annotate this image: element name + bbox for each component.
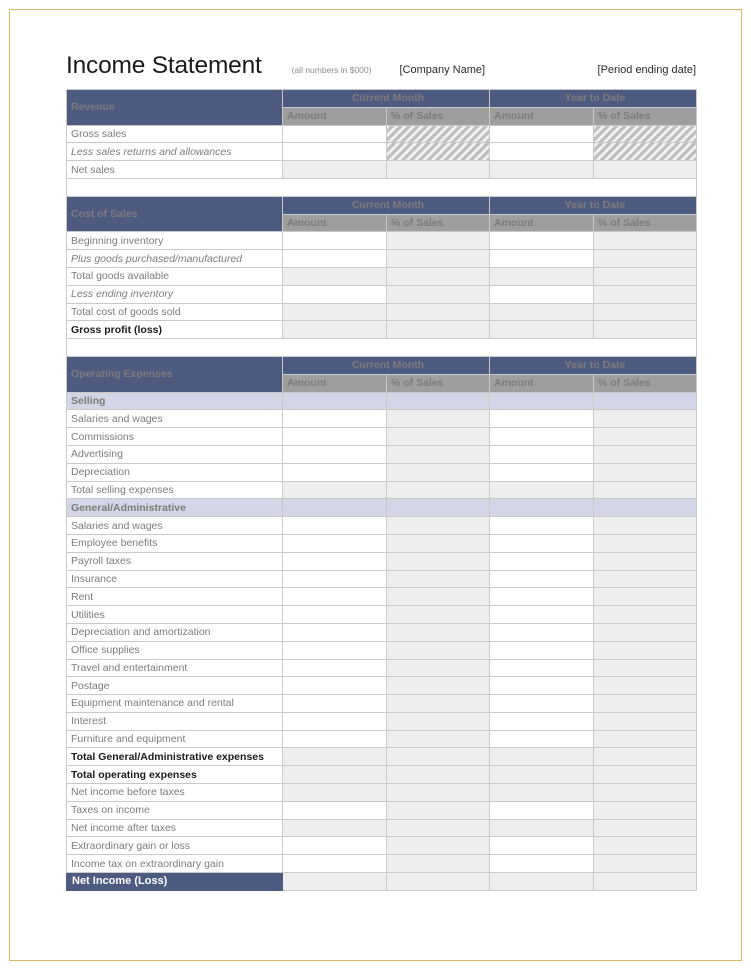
row-label: Total cost of goods sold xyxy=(67,303,283,321)
value-cell-ytd-pct[interactable] xyxy=(594,445,697,463)
value-cell-cm-pct[interactable] xyxy=(387,712,490,730)
value-cell-cm-amount[interactable] xyxy=(283,730,387,748)
row-label: Total General/Administrative expenses xyxy=(67,748,283,766)
value-cell-cm-pct[interactable] xyxy=(387,819,490,837)
value-cell-cm-amount[interactable] xyxy=(283,712,387,730)
value-cell-ytd-amount[interactable] xyxy=(490,623,594,641)
net-income-label: Net Income (Loss) xyxy=(67,873,283,891)
value-cell-cm-amount[interactable] xyxy=(283,303,387,321)
row-label: Less sales returns and allowances xyxy=(67,143,283,161)
value-cell-cm-amount[interactable] xyxy=(283,143,387,161)
table-row xyxy=(67,748,697,766)
value-cell-ytd-amount[interactable] xyxy=(490,677,594,695)
value-cell-ytd-pct[interactable] xyxy=(594,819,697,837)
value-cell-ytd-pct[interactable] xyxy=(594,801,697,819)
value-cell-cm-pct[interactable] xyxy=(387,855,490,873)
row-label: Net sales xyxy=(67,161,283,179)
value-cell-cm-pct[interactable] xyxy=(387,623,490,641)
subgroup-band-general-administrative xyxy=(67,499,697,517)
value-cell-cm-pct[interactable] xyxy=(387,570,490,588)
section-header-row-cost-of-sales xyxy=(67,196,697,214)
value-cell-ytd-amount[interactable] xyxy=(490,232,594,250)
value-cell-cm-amount[interactable] xyxy=(283,748,387,766)
value-cell-ytd-amount[interactable] xyxy=(490,410,594,428)
table-row xyxy=(67,873,697,891)
row-spacer-cell xyxy=(67,178,697,196)
value-cell-ytd-amount[interactable] xyxy=(490,659,594,677)
value-cell-ytd-pct[interactable] xyxy=(594,410,697,428)
value-cell-ytd-amount[interactable] xyxy=(490,250,594,268)
value-cell-cm-amount[interactable] xyxy=(283,695,387,713)
table-row xyxy=(67,161,697,179)
value-cell-ytd-amount[interactable] xyxy=(490,784,594,802)
value-cell-cm-pct[interactable] xyxy=(387,730,490,748)
row-label: Advertising xyxy=(67,445,283,463)
row-label: Salaries and wages xyxy=(67,517,283,535)
value-cell-cm-pct[interactable] xyxy=(387,606,490,624)
row-label: Postage xyxy=(67,677,283,695)
column-header-ytd-amount: Amount xyxy=(490,374,594,392)
section-title-operating-expenses: Operating Expenses xyxy=(67,356,283,392)
value-cell-cm-amount[interactable] xyxy=(283,837,387,855)
value-cell-ytd-pct[interactable] xyxy=(594,303,697,321)
row-label: Total operating expenses xyxy=(67,766,283,784)
value-cell-cm-amount[interactable] xyxy=(283,623,387,641)
value-cell-cm-pct[interactable] xyxy=(387,517,490,535)
value-cell-cm-pct[interactable] xyxy=(387,303,490,321)
column-header-cm-amount: Amount xyxy=(283,107,387,125)
table-row xyxy=(67,534,697,552)
group-header-current-month: Current Month xyxy=(283,196,490,214)
value-cell-ytd-pct[interactable] xyxy=(594,232,697,250)
value-cell-ytd-amount[interactable] xyxy=(490,766,594,784)
value-cell-cm-amount[interactable] xyxy=(283,125,387,143)
income-statement-table xyxy=(66,89,697,891)
column-header-cm-pct: % of Sales xyxy=(387,107,490,125)
value-cell-cm-amount[interactable] xyxy=(283,677,387,695)
value-cell-cm-pct[interactable] xyxy=(387,837,490,855)
row-label: Interest xyxy=(67,712,283,730)
table-row xyxy=(67,143,697,161)
table-row xyxy=(67,784,697,802)
value-cell-ytd-amount[interactable] xyxy=(490,428,594,446)
value-cell-cm-pct[interactable] xyxy=(387,250,490,268)
row-label: Depreciation xyxy=(67,463,283,481)
value-cell-ytd-amount[interactable] xyxy=(490,517,594,535)
value-cell-ytd-amount[interactable] xyxy=(490,303,594,321)
value-cell-cm-amount[interactable] xyxy=(283,570,387,588)
value-cell-ytd-amount[interactable] xyxy=(490,712,594,730)
value-cell-ytd-pct[interactable] xyxy=(594,570,697,588)
value-cell-ytd-pct[interactable] xyxy=(594,606,697,624)
value-cell-ytd-pct[interactable] xyxy=(594,695,697,713)
table-row xyxy=(67,303,697,321)
table-row xyxy=(67,463,697,481)
value-cell-ytd-amount[interactable] xyxy=(490,481,594,499)
table-row xyxy=(67,570,697,588)
row-label: Gross profit (loss) xyxy=(67,321,283,339)
value-cell-ytd-amount[interactable] xyxy=(490,125,594,143)
value-cell-ytd-amount[interactable] xyxy=(490,801,594,819)
value-cell-ytd-pct[interactable] xyxy=(594,855,697,873)
company-name-field[interactable]: [Company Name] xyxy=(399,64,486,76)
value-cell-ytd-amount[interactable] xyxy=(490,445,594,463)
table-row xyxy=(67,552,697,570)
row-label: Office supplies xyxy=(67,641,283,659)
table-row xyxy=(67,428,697,446)
value-cell-cm-pct[interactable] xyxy=(387,588,490,606)
subgroup-band-cell xyxy=(490,499,594,517)
value-cell-ytd-pct[interactable] xyxy=(594,428,697,446)
value-cell-cm-amount[interactable] xyxy=(283,873,387,891)
value-cell-ytd-amount[interactable] xyxy=(490,695,594,713)
table-row xyxy=(67,267,697,285)
value-cell-ytd-amount[interactable] xyxy=(490,143,594,161)
table-row xyxy=(67,232,697,250)
value-cell-ytd-pct[interactable] xyxy=(594,623,697,641)
blocked-cell-ytd-pct xyxy=(594,143,697,161)
row-label: Equipment maintenance and rental xyxy=(67,695,283,713)
value-cell-ytd-pct[interactable] xyxy=(594,481,697,499)
table-row xyxy=(67,695,697,713)
table-row xyxy=(67,250,697,268)
document-header xyxy=(66,52,696,89)
value-cell-ytd-amount[interactable] xyxy=(490,641,594,659)
value-cell-cm-pct[interactable] xyxy=(387,232,490,250)
value-cell-cm-pct[interactable] xyxy=(387,321,490,339)
row-label: Income tax on extraordinary gain xyxy=(67,855,283,873)
table-row xyxy=(67,801,697,819)
subgroup-label-general-administrative: General/Administrative xyxy=(67,499,283,517)
group-header-year-to-date: Year to Date xyxy=(490,196,697,214)
value-cell-ytd-pct[interactable] xyxy=(594,659,697,677)
income-statement-sheet xyxy=(66,52,696,891)
page-title: Income Statement xyxy=(66,52,262,79)
value-cell-cm-amount[interactable] xyxy=(283,321,387,339)
value-cell-cm-pct[interactable] xyxy=(387,445,490,463)
value-cell-cm-pct[interactable] xyxy=(387,552,490,570)
row-spacer xyxy=(67,178,697,196)
value-cell-ytd-pct[interactable] xyxy=(594,534,697,552)
group-header-year-to-date: Year to Date xyxy=(490,90,697,108)
value-cell-ytd-pct[interactable] xyxy=(594,730,697,748)
value-cell-ytd-pct[interactable] xyxy=(594,285,697,303)
column-header-ytd-pct: % of Sales xyxy=(594,374,697,392)
value-cell-cm-pct[interactable] xyxy=(387,801,490,819)
value-cell-ytd-pct[interactable] xyxy=(594,321,697,339)
row-spacer-cell xyxy=(67,339,697,357)
row-label: Net income before taxes xyxy=(67,784,283,802)
table-row xyxy=(67,588,697,606)
value-cell-ytd-amount[interactable] xyxy=(490,267,594,285)
value-cell-ytd-pct[interactable] xyxy=(594,712,697,730)
value-cell-cm-amount[interactable] xyxy=(283,161,387,179)
value-cell-ytd-pct[interactable] xyxy=(594,837,697,855)
value-cell-cm-amount[interactable] xyxy=(283,588,387,606)
value-cell-cm-amount[interactable] xyxy=(283,659,387,677)
value-cell-ytd-amount[interactable] xyxy=(490,855,594,873)
table-row xyxy=(67,641,697,659)
value-cell-cm-amount[interactable] xyxy=(283,534,387,552)
table-row xyxy=(67,819,697,837)
row-label: Beginning inventory xyxy=(67,232,283,250)
table-row xyxy=(67,837,697,855)
value-cell-cm-amount[interactable] xyxy=(283,784,387,802)
value-cell-ytd-amount[interactable] xyxy=(490,819,594,837)
column-header-cm-amount: Amount xyxy=(283,374,387,392)
value-cell-cm-pct[interactable] xyxy=(387,748,490,766)
value-cell-ytd-pct[interactable] xyxy=(594,267,697,285)
value-cell-ytd-pct[interactable] xyxy=(594,748,697,766)
row-label: Commissions xyxy=(67,428,283,446)
value-cell-ytd-amount[interactable] xyxy=(490,748,594,766)
value-cell-cm-amount[interactable] xyxy=(283,552,387,570)
column-header-ytd-amount: Amount xyxy=(490,214,594,232)
value-cell-cm-amount[interactable] xyxy=(283,641,387,659)
table-row xyxy=(67,855,697,873)
value-cell-ytd-pct[interactable] xyxy=(594,677,697,695)
value-cell-ytd-pct[interactable] xyxy=(594,552,697,570)
section-title-cost-of-sales: Cost of Sales xyxy=(67,196,283,232)
group-header-current-month: Current Month xyxy=(283,356,490,374)
row-label: Depreciation and amortization xyxy=(67,623,283,641)
table-row xyxy=(67,445,697,463)
table-row xyxy=(67,517,697,535)
value-cell-cm-pct[interactable] xyxy=(387,873,490,891)
row-label: Total selling expenses xyxy=(67,481,283,499)
value-cell-cm-amount[interactable] xyxy=(283,250,387,268)
value-cell-ytd-amount[interactable] xyxy=(490,321,594,339)
table-row xyxy=(67,677,697,695)
subgroup-band-selling xyxy=(67,392,697,410)
value-cell-cm-pct[interactable] xyxy=(387,784,490,802)
value-cell-cm-pct[interactable] xyxy=(387,766,490,784)
column-header-ytd-pct: % of Sales xyxy=(594,107,697,125)
subgroup-band-cell xyxy=(490,392,594,410)
units-note: (all numbers in $000) xyxy=(291,65,372,75)
value-cell-cm-amount[interactable] xyxy=(283,410,387,428)
subgroup-band-cell xyxy=(283,499,387,517)
table-row xyxy=(67,125,697,143)
value-cell-cm-pct[interactable] xyxy=(387,410,490,428)
section-header-row-revenue xyxy=(67,90,697,108)
period-ending-date-field[interactable]: [Period ending date] xyxy=(597,64,696,76)
value-cell-cm-amount[interactable] xyxy=(283,232,387,250)
row-label: Extraordinary gain or loss xyxy=(67,837,283,855)
row-label: Less ending inventory xyxy=(67,285,283,303)
row-label: Total goods available xyxy=(67,267,283,285)
value-cell-cm-pct[interactable] xyxy=(387,161,490,179)
value-cell-ytd-amount[interactable] xyxy=(490,161,594,179)
row-label: Payroll taxes xyxy=(67,552,283,570)
table-row xyxy=(67,321,697,339)
group-header-current-month: Current Month xyxy=(283,90,490,108)
table-row xyxy=(67,712,697,730)
table-row xyxy=(67,606,697,624)
table-row xyxy=(67,285,697,303)
column-header-ytd-pct: % of Sales xyxy=(594,214,697,232)
value-cell-cm-pct[interactable] xyxy=(387,463,490,481)
value-cell-cm-amount[interactable] xyxy=(283,428,387,446)
value-cell-cm-pct[interactable] xyxy=(387,641,490,659)
value-cell-ytd-amount[interactable] xyxy=(490,873,594,891)
value-cell-cm-amount[interactable] xyxy=(283,267,387,285)
row-label: Utilities xyxy=(67,606,283,624)
value-cell-ytd-pct[interactable] xyxy=(594,873,697,891)
value-cell-cm-pct[interactable] xyxy=(387,695,490,713)
value-cell-cm-amount[interactable] xyxy=(283,766,387,784)
value-cell-cm-pct[interactable] xyxy=(387,481,490,499)
row-label: Travel and entertainment xyxy=(67,659,283,677)
row-label: Taxes on income xyxy=(67,801,283,819)
value-cell-ytd-pct[interactable] xyxy=(594,641,697,659)
value-cell-cm-pct[interactable] xyxy=(387,285,490,303)
value-cell-ytd-pct[interactable] xyxy=(594,784,697,802)
value-cell-ytd-amount[interactable] xyxy=(490,534,594,552)
value-cell-ytd-amount[interactable] xyxy=(490,606,594,624)
value-cell-ytd-amount[interactable] xyxy=(490,552,594,570)
value-cell-cm-amount[interactable] xyxy=(283,606,387,624)
value-cell-ytd-pct[interactable] xyxy=(594,517,697,535)
blocked-cell-cm-pct xyxy=(387,143,490,161)
subgroup-band-cell xyxy=(387,499,490,517)
subgroup-band-cell xyxy=(594,392,697,410)
subgroup-band-cell xyxy=(594,499,697,517)
group-header-year-to-date: Year to Date xyxy=(490,356,697,374)
row-spacer xyxy=(67,339,697,357)
row-label: Plus goods purchased/manufactured xyxy=(67,250,283,268)
value-cell-ytd-amount[interactable] xyxy=(490,730,594,748)
value-cell-ytd-pct[interactable] xyxy=(594,463,697,481)
table-row xyxy=(67,481,697,499)
value-cell-cm-amount[interactable] xyxy=(283,517,387,535)
table-row xyxy=(67,730,697,748)
value-cell-cm-amount[interactable] xyxy=(283,819,387,837)
blocked-cell-ytd-pct xyxy=(594,125,697,143)
column-header-cm-pct: % of Sales xyxy=(387,214,490,232)
row-label: Salaries and wages xyxy=(67,410,283,428)
value-cell-ytd-pct[interactable] xyxy=(594,161,697,179)
blocked-cell-cm-pct xyxy=(387,125,490,143)
value-cell-ytd-amount[interactable] xyxy=(490,463,594,481)
value-cell-cm-amount[interactable] xyxy=(283,285,387,303)
row-label: Gross sales xyxy=(67,125,283,143)
subgroup-label-selling: Selling xyxy=(67,392,283,410)
value-cell-cm-amount[interactable] xyxy=(283,463,387,481)
column-header-cm-pct: % of Sales xyxy=(387,374,490,392)
value-cell-cm-pct[interactable] xyxy=(387,659,490,677)
value-cell-cm-amount[interactable] xyxy=(283,481,387,499)
table-row xyxy=(67,410,697,428)
table-row xyxy=(67,766,697,784)
table-row xyxy=(67,623,697,641)
value-cell-cm-amount[interactable] xyxy=(283,801,387,819)
section-title-revenue: Revenue xyxy=(67,90,283,126)
value-cell-cm-amount[interactable] xyxy=(283,855,387,873)
section-header-row-operating-expenses xyxy=(67,356,697,374)
column-header-cm-amount: Amount xyxy=(283,214,387,232)
value-cell-ytd-pct[interactable] xyxy=(594,250,697,268)
row-label: Insurance xyxy=(67,570,283,588)
subgroup-band-cell xyxy=(283,392,387,410)
value-cell-ytd-pct[interactable] xyxy=(594,766,697,784)
value-cell-ytd-amount[interactable] xyxy=(490,285,594,303)
value-cell-ytd-amount[interactable] xyxy=(490,570,594,588)
row-label: Net income after taxes xyxy=(67,819,283,837)
row-label: Employee benefits xyxy=(67,534,283,552)
value-cell-ytd-amount[interactable] xyxy=(490,588,594,606)
value-cell-ytd-amount[interactable] xyxy=(490,837,594,855)
subgroup-band-cell xyxy=(387,392,490,410)
value-cell-cm-pct[interactable] xyxy=(387,534,490,552)
value-cell-ytd-pct[interactable] xyxy=(594,588,697,606)
value-cell-cm-pct[interactable] xyxy=(387,677,490,695)
value-cell-cm-pct[interactable] xyxy=(387,267,490,285)
row-label: Furniture and equipment xyxy=(67,730,283,748)
column-header-ytd-amount: Amount xyxy=(490,107,594,125)
value-cell-cm-amount[interactable] xyxy=(283,445,387,463)
row-label: Rent xyxy=(67,588,283,606)
table-row xyxy=(67,659,697,677)
value-cell-cm-pct[interactable] xyxy=(387,428,490,446)
